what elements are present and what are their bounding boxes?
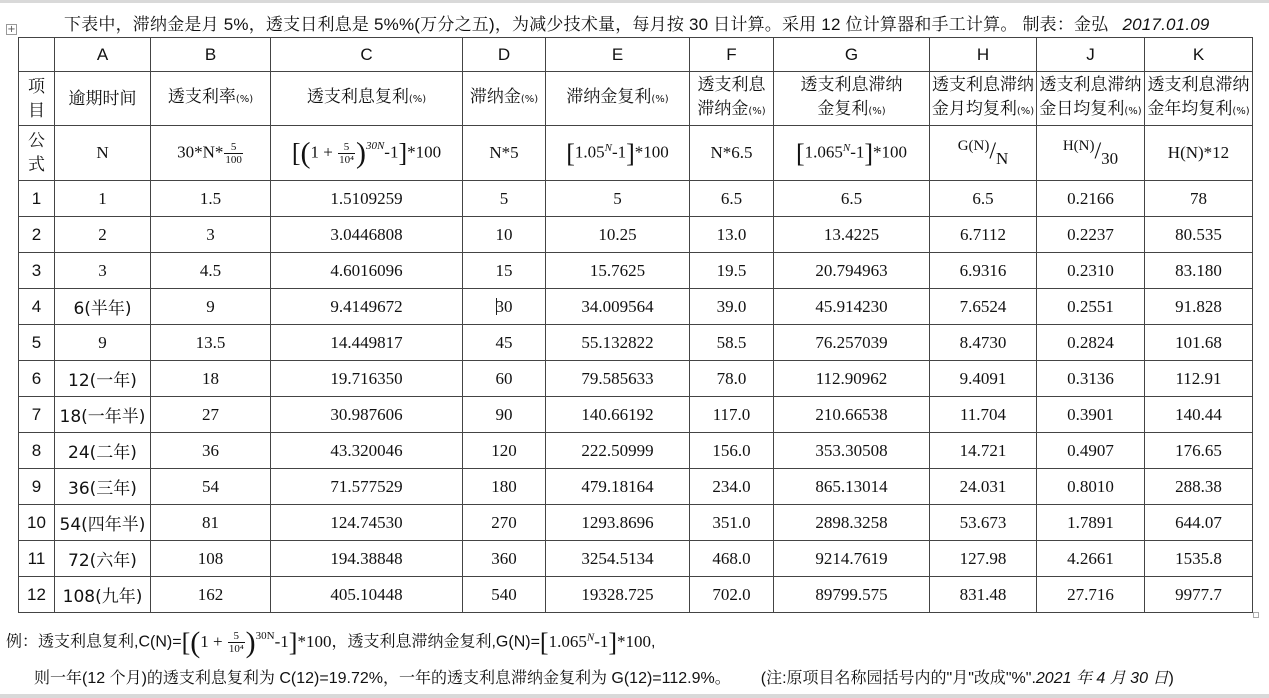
cell-B[interactable]: 1.5 [151,181,271,217]
header-B: 透支利率(%) [151,72,271,126]
c-formula: [(1 + $\frac{5}{\text{10⁴}}$ )$^{30N}$-1]*100 [181,625,332,659]
table-row [19,325,1253,361]
cell-K[interactable]: 644.07 [1145,505,1253,541]
column-letter: A [55,38,151,72]
row-index: 7 [19,397,55,433]
header-D: 滞纳金(%) [463,72,546,126]
cell-H[interactable]: 6.7112 [930,217,1037,253]
cell-G[interactable]: 6.5 [774,181,930,217]
cell-H[interactable]: 11.704 [930,397,1037,433]
formula-E: $[1.05^N-1]*100$ [546,126,690,181]
cell-G[interactable]: 210.66538 [774,397,930,433]
table-row [19,217,1253,253]
table-row [19,289,1253,325]
cell-G[interactable]: 2898.3258 [774,505,930,541]
table-row [19,577,1253,613]
cell-J[interactable]: 0.2310 [1037,253,1145,289]
cell-B[interactable]: 108 [151,541,271,577]
example-line-2: 则一年(12 个月)的透支利息复利为 C(12)=19.72%，一年的透支利息滞纳金复利为 G(12)=112.9%。 (注:原项目名称园括号内的"月"改成"%".2021 年 4 月 30 日) [34,670,1174,687]
cell-F[interactable]: 39.0 [690,289,774,325]
cell-F[interactable]: 117.0 [690,397,774,433]
column-letter: H [930,38,1037,72]
cell-C[interactable]: 43.320046 [271,433,463,469]
cell-D[interactable]: 45 [463,325,546,361]
cell-A[interactable]: 54(四年半) [55,505,151,541]
cell-B[interactable]: 4.5 [151,253,271,289]
cell-G[interactable]: 89799.575 [774,577,930,613]
column-letter: D [463,38,546,72]
column-letter: K [1145,38,1253,72]
cell-B[interactable]: 54 [151,469,271,505]
table-row [19,541,1253,577]
cell-H[interactable]: 24.031 [930,469,1037,505]
cell-H[interactable]: 9.4091 [930,361,1037,397]
cell-H[interactable]: 8.4730 [930,325,1037,361]
formula-A: N [55,126,151,181]
cell-A[interactable]: 3 [55,253,151,289]
formula-B: 30*N* $\frac{5}{100}$ [151,126,271,181]
cell-B[interactable]: 27 [151,397,271,433]
row-index: 5 [19,325,55,361]
title-date: 2017.01.09 [1122,15,1210,34]
header-C: 透支利息复利(%) [271,72,463,126]
cell-F[interactable]: 13.0 [690,217,774,253]
cell-K[interactable]: 176.65 [1145,433,1253,469]
header-E: 滞纳金复利(%) [546,72,690,126]
cell-H[interactable]: 6.5 [930,181,1037,217]
formula-G: $[1.065^N-1]*100$ [774,126,930,181]
cell-F[interactable]: 234.0 [690,469,774,505]
cell-H[interactable]: 6.9316 [930,253,1037,289]
cell-D[interactable]: 90 [463,397,546,433]
note: (注:原项目名称园括号内的"月"改成"%".2021 年 4 月 30 日) [760,670,1174,687]
cell-J[interactable]: 0.2824 [1037,325,1145,361]
cell-C[interactable]: 19.716350 [271,361,463,397]
cell-K[interactable]: 112.91 [1145,361,1253,397]
cell-B[interactable]: 81 [151,505,271,541]
cell-A[interactable]: 1 [55,181,151,217]
formula-K: H(N)*12 [1145,126,1253,181]
table-row [19,433,1253,469]
cell-D[interactable]: 360 [463,541,546,577]
cell-E[interactable]: 19328.725 [546,577,690,613]
cell-K[interactable]: 91.828 [1145,289,1253,325]
cell-J[interactable]: 0.4907 [1037,433,1145,469]
cell-B[interactable]: 13.5 [151,325,271,361]
table-move-handle-icon[interactable]: + [7,24,16,35]
cell-A[interactable]: 2 [55,217,151,253]
cell-D[interactable]: 540 [463,577,546,613]
cell-K[interactable]: 9977.7 [1145,577,1253,613]
cell-F[interactable]: 702.0 [690,577,774,613]
cell-C[interactable]: 3.0446808 [271,217,463,253]
cell-C[interactable]: 1.5109259 [271,181,463,217]
cell-E[interactable]: 10.25 [546,217,690,253]
cell-G[interactable]: 9214.7619 [774,541,930,577]
cell-J[interactable]: 0.2551 [1037,289,1145,325]
cell-G[interactable]: 865.13014 [774,469,930,505]
cell-C[interactable]: 14.449817 [271,325,463,361]
cell-D[interactable]: 10 [463,217,546,253]
row-index: 4 [19,289,55,325]
cell-D[interactable]: 60 [463,361,546,397]
cell-F[interactable]: 6.5 [690,181,774,217]
cell-C[interactable]: 9.4149672 [271,289,463,325]
cell-B[interactable]: 18 [151,361,271,397]
header-J: 透支利息滞纳 金日均复利(%) [1037,72,1145,126]
bottom-border [0,694,1269,698]
column-letter: J [1037,38,1145,72]
cell-K[interactable]: 101.68 [1145,325,1253,361]
cell-E[interactable]: 5 [546,181,690,217]
cell-A[interactable]: 9 [55,325,151,361]
cell-H[interactable]: 127.98 [930,541,1037,577]
cell-G[interactable]: 13.4225 [774,217,930,253]
table-row [19,469,1253,505]
cell-G[interactable]: 20.794963 [774,253,930,289]
header-A: 逾期时间 [55,72,151,126]
table-row [19,397,1253,433]
column-letter: C [271,38,463,72]
row-label-names: 项 目 [19,72,55,126]
row-index: 11 [19,541,55,577]
row-index: 12 [19,577,55,613]
cell-A[interactable]: 6(半年) [55,289,151,325]
cell-D[interactable]: 180 [463,469,546,505]
cell-J[interactable]: 0.8010 [1037,469,1145,505]
cell-E[interactable]: 1293.8696 [546,505,690,541]
header-H: 透支利息滞纳 金月均复利(%) [930,72,1037,126]
table-row [19,361,1253,397]
cell-K[interactable]: 83.180 [1145,253,1253,289]
cell-K[interactable]: 1535.8 [1145,541,1253,577]
cell-J[interactable]: 4.2661 [1037,541,1145,577]
cell-C[interactable]: 194.38848 [271,541,463,577]
cell-D[interactable]: 120 [463,433,546,469]
cell-G[interactable]: 353.30508 [774,433,930,469]
cell-D[interactable]: 15 [463,253,546,289]
g-formula: $[1.065^N-1]*100$ [539,627,652,657]
cell-B[interactable]: 36 [151,433,271,469]
row-index: 9 [19,469,55,505]
cell-C[interactable]: 405.10448 [271,577,463,613]
cell-F[interactable]: 156.0 [690,433,774,469]
cell-H[interactable]: 53.673 [930,505,1037,541]
cell-E[interactable]: 140.66192 [546,397,690,433]
cell-F[interactable]: 468.0 [690,541,774,577]
row-index: 8 [19,433,55,469]
example-line-1: 例：透支利息复利,C(N)=[(1 + $\frac{5}{\text{10⁴}}$ )$^{30N}$-1]*100，透支利息滞纳金复利$,G(N)=[1.065^N-1]*100$, [6,625,656,659]
cell-E[interactable]: 79.585633 [546,361,690,397]
cell-A[interactable]: 12(一年) [55,361,151,397]
cell-F[interactable]: 58.5 [690,325,774,361]
cell-F[interactable]: 351.0 [690,505,774,541]
header-K: 透支利息滞纳 金年均复利(%) [1145,72,1253,126]
header-G: 透支利息滞纳 金复利(%) [774,72,930,126]
cell-H[interactable]: 7.6524 [930,289,1037,325]
column-letter: B [151,38,271,72]
header-F: 透支利息 滞纳金(%) [690,72,774,126]
column-letter: G [774,38,930,72]
cell-E[interactable]: 479.18164 [546,469,690,505]
interest-table [18,37,1253,613]
cell-E[interactable]: 15.7625 [546,253,690,289]
cell-K[interactable]: 80.535 [1145,217,1253,253]
table-row [19,253,1253,289]
cell-B[interactable]: 3 [151,217,271,253]
fraction: $\frac{5}{100}$ [225,140,242,166]
header-name-row [19,72,1253,126]
cell-B[interactable]: 162 [151,577,271,613]
cell-B[interactable]: 9 [151,289,271,325]
cell-K[interactable]: 140.44 [1145,397,1253,433]
cell-J[interactable]: 0.3901 [1037,397,1145,433]
cell-H[interactable]: 14.721 [930,433,1037,469]
cell-H[interactable]: 831.48 [930,577,1037,613]
cell-F[interactable]: 19.5 [690,253,774,289]
cell-E[interactable]: 3254.5134 [546,541,690,577]
fraction: $\frac{5}{\text{10⁴}}$ [339,140,354,166]
cell-J[interactable]: 27.716 [1037,577,1145,613]
column-letter-row [19,38,1253,72]
formula-H: G(N)/N [930,126,1037,181]
title-text: 下表中，滞纳金是月 5%，透支日利息是 5%%(万分之五)，为减少技术量，每月按 30 日计算。采用 12 位计算器和手工计算。 制表：金弘 [64,15,1109,34]
cell-A[interactable]: 72(六年) [55,541,151,577]
cell-C[interactable]: 4.6016096 [271,253,463,289]
cell-D[interactable]: 270 [463,505,546,541]
cell-F[interactable]: 78.0 [690,361,774,397]
row-index: 1 [19,181,55,217]
table-row [19,181,1253,217]
formula-D: N*5 [463,126,546,181]
fraction: $\frac{5}{\text{10⁴}}$ [228,630,244,656]
cell-E[interactable]: 34.009564 [546,289,690,325]
formula-C: [(1 + $\frac{5}{\text{10⁴}}$ )$^{30N}$-1]*100 [271,126,463,181]
cell-A[interactable]: 108(九年) [55,577,151,613]
cell-K[interactable]: 78 [1145,181,1253,217]
formula-J: H(N)/30 [1037,126,1145,181]
cell-E[interactable]: 222.50999 [546,433,690,469]
cell-A[interactable]: 36(三年) [55,469,151,505]
row-label-formula: 公 式 [19,126,55,181]
document-title [64,10,1210,35]
row-index: 10 [19,505,55,541]
cell-D[interactable]: 30 [463,289,546,325]
cell-J[interactable]: 0.2166 [1037,181,1145,217]
cell-C[interactable]: 124.74530 [271,505,463,541]
cell-C[interactable]: 30.987606 [271,397,463,433]
column-letter [19,38,55,72]
cell-G[interactable]: 45.914230 [774,289,930,325]
cell-E[interactable]: 55.132822 [546,325,690,361]
cell-A[interactable]: 24(二年) [55,433,151,469]
row-index: 6 [19,361,55,397]
cell-G[interactable]: 112.90962 [774,361,930,397]
formula-row [19,126,1253,181]
cell-J[interactable]: 1.7891 [1037,505,1145,541]
cell-A[interactable]: 18(一年半) [55,397,151,433]
column-letter: E [546,38,690,72]
cell-D[interactable]: 5 [463,181,546,217]
column-letter: F [690,38,774,72]
cell-J[interactable]: 0.2237 [1037,217,1145,253]
cell-C[interactable]: 71.577529 [271,469,463,505]
row-index: 2 [19,217,55,253]
table-resize-handle-icon[interactable] [1253,612,1259,618]
top-border [0,0,1269,3]
cell-K[interactable]: 288.38 [1145,469,1253,505]
cell-G[interactable]: 76.257039 [774,325,930,361]
table-row [19,505,1253,541]
row-index: 3 [19,253,55,289]
formula-F: N*6.5 [690,126,774,181]
cell-J[interactable]: 0.3136 [1037,361,1145,397]
